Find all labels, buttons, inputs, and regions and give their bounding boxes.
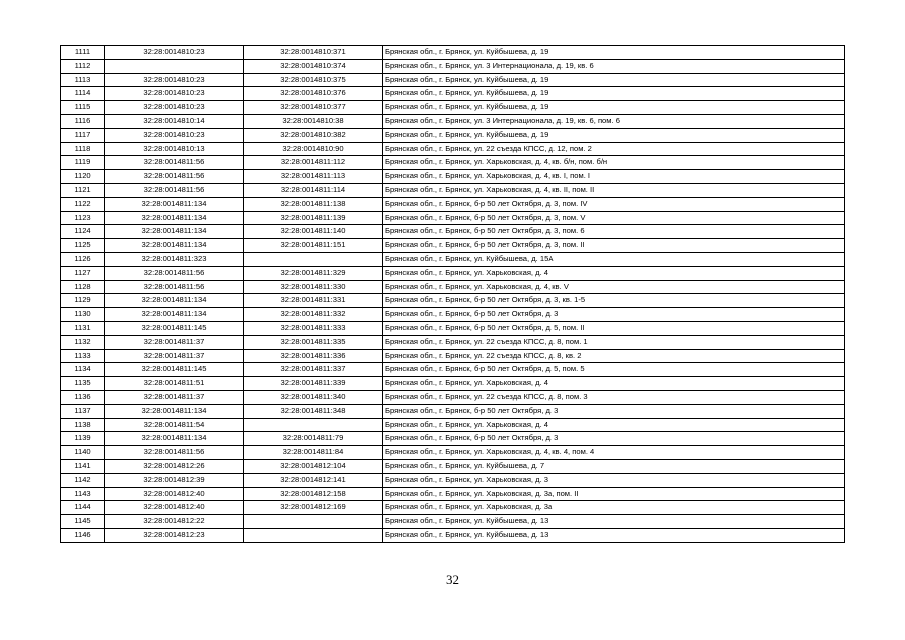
cadastral-number-cell: 32:28:0014812:169 <box>244 501 383 515</box>
row-number-cell: 1133 <box>61 349 105 363</box>
cadastral-number-cell: 32:28:0014811:113 <box>244 170 383 184</box>
cadastral-number-cell: 32:28:0014812:158 <box>244 487 383 501</box>
row-number-cell: 1141 <box>61 459 105 473</box>
parent-cadastral-number-cell: 32:28:0014811:37 <box>105 335 244 349</box>
table-row <box>61 515 845 529</box>
table-row <box>61 128 845 142</box>
table-row <box>61 225 845 239</box>
table-row <box>61 59 845 73</box>
cadastral-number-cell: 32:28:0014810:374 <box>244 59 383 73</box>
table-row <box>61 197 845 211</box>
row-number-cell: 1126 <box>61 252 105 266</box>
row-number-cell: 1143 <box>61 487 105 501</box>
table-row <box>61 321 845 335</box>
address-cell: Брянская обл., г. Брянск, ул. Харьковская, д. 4, кв. б/н, пом. б/н <box>383 156 845 170</box>
cadastral-number-cell: 32:28:0014811:330 <box>244 280 383 294</box>
address-cell: Брянская обл., г. Брянск, ул. Харьковская, д. 4, кв. I, пом. I <box>383 170 845 184</box>
cadastral-number-cell <box>244 515 383 529</box>
address-cell: Брянская обл., г. Брянск, ул. Куйбышева, д. 19 <box>383 128 845 142</box>
address-cell: Брянская обл., г. Брянск, ул. 22 съезда КПСС, д. 12, пом. 2 <box>383 142 845 156</box>
cadastral-number-cell: 32:28:0014810:376 <box>244 87 383 101</box>
table-row <box>61 363 845 377</box>
address-cell: Брянская обл., г. Брянск, ул. Куйбышева, д. 19 <box>383 73 845 87</box>
address-cell: Брянская обл., г. Брянск, ул. Харьковская, д. 3а <box>383 501 845 515</box>
row-number-cell: 1123 <box>61 211 105 225</box>
cadastral-number-cell: 32:28:0014811:114 <box>244 183 383 197</box>
parent-cadastral-number-cell: 32:28:0014810:13 <box>105 142 244 156</box>
address-cell: Брянская обл., г. Брянск, б-р 50 лет Октября, д. 3, пом. II <box>383 239 845 253</box>
parent-cadastral-number-cell: 32:28:0014811:134 <box>105 225 244 239</box>
parent-cadastral-number-cell: 32:28:0014811:145 <box>105 321 244 335</box>
cadastral-number-cell: 32:28:0014810:90 <box>244 142 383 156</box>
table-row <box>61 308 845 322</box>
table-row <box>61 487 845 501</box>
row-number-cell: 1116 <box>61 114 105 128</box>
property-registry-table <box>60 45 845 543</box>
parent-cadastral-number-cell: 32:28:0014811:56 <box>105 156 244 170</box>
table-row <box>61 183 845 197</box>
address-cell: Брянская обл., г. Брянск, ул. Харьковская, д. 4 <box>383 377 845 391</box>
parent-cadastral-number-cell: 32:28:0014811:56 <box>105 266 244 280</box>
table-row <box>61 294 845 308</box>
cadastral-number-cell: 32:28:0014812:104 <box>244 459 383 473</box>
cadastral-number-cell: 32:28:0014811:84 <box>244 446 383 460</box>
cadastral-number-cell: 32:28:0014811:337 <box>244 363 383 377</box>
address-cell: Брянская обл., г. Брянск, ул. 3 Интернационала, д. 19, кв. 6 <box>383 59 845 73</box>
parent-cadastral-number-cell: 32:28:0014811:54 <box>105 418 244 432</box>
cadastral-number-cell: 32:28:0014810:38 <box>244 114 383 128</box>
parent-cadastral-number-cell: 32:28:0014811:134 <box>105 239 244 253</box>
address-cell: Брянская обл., г. Брянск, ул. Куйбышева, д. 19 <box>383 46 845 60</box>
cadastral-number-cell: 32:28:0014811:79 <box>244 432 383 446</box>
table-row <box>61 390 845 404</box>
parent-cadastral-number-cell: 32:28:0014811:323 <box>105 252 244 266</box>
parent-cadastral-number-cell: 32:28:0014811:134 <box>105 404 244 418</box>
cadastral-number-cell: 32:28:0014811:140 <box>244 225 383 239</box>
row-number-cell: 1122 <box>61 197 105 211</box>
address-cell: Брянская обл., г. Брянск, ул. Харьковская, д. 3 <box>383 473 845 487</box>
cadastral-number-cell <box>244 418 383 432</box>
parent-cadastral-number-cell: 32:28:0014811:134 <box>105 197 244 211</box>
cadastral-number-cell: 32:28:0014811:336 <box>244 349 383 363</box>
address-cell: Брянская обл., г. Брянск, ул. Куйбышева, д. 19 <box>383 101 845 115</box>
row-number-cell: 1142 <box>61 473 105 487</box>
address-cell: Брянская обл., г. Брянск, б-р 50 лет Октября, д. 5, пом. 5 <box>383 363 845 377</box>
parent-cadastral-number-cell: 32:28:0014811:56 <box>105 280 244 294</box>
cadastral-number-cell <box>244 528 383 542</box>
parent-cadastral-number-cell <box>105 59 244 73</box>
row-number-cell: 1128 <box>61 280 105 294</box>
cadastral-number-cell: 32:28:0014811:333 <box>244 321 383 335</box>
cadastral-number-cell: 32:28:0014811:139 <box>244 211 383 225</box>
cadastral-number-cell: 32:28:0014811:112 <box>244 156 383 170</box>
row-number-cell: 1138 <box>61 418 105 432</box>
row-number-cell: 1129 <box>61 294 105 308</box>
parent-cadastral-number-cell: 32:28:0014811:56 <box>105 183 244 197</box>
row-number-cell: 1132 <box>61 335 105 349</box>
address-cell: Брянская обл., г. Брянск, ул. Харьковская, д. 4, кв. V <box>383 280 845 294</box>
parent-cadastral-number-cell: 32:28:0014811:51 <box>105 377 244 391</box>
address-cell: Брянская обл., г. Брянск, ул. Куйбышева, д. 13 <box>383 515 845 529</box>
parent-cadastral-number-cell: 32:28:0014812:22 <box>105 515 244 529</box>
parent-cadastral-number-cell: 32:28:0014812:23 <box>105 528 244 542</box>
table-row <box>61 459 845 473</box>
table-row <box>61 432 845 446</box>
row-number-cell: 1134 <box>61 363 105 377</box>
row-number-cell: 1115 <box>61 101 105 115</box>
row-number-cell: 1121 <box>61 183 105 197</box>
address-cell: Брянская обл., г. Брянск, ул. Харьковская, д. 3а, пом. II <box>383 487 845 501</box>
cadastral-number-cell: 32:28:0014811:151 <box>244 239 383 253</box>
row-number-cell: 1131 <box>61 321 105 335</box>
parent-cadastral-number-cell: 32:28:0014811:134 <box>105 294 244 308</box>
table-row <box>61 473 845 487</box>
table-row <box>61 87 845 101</box>
parent-cadastral-number-cell: 32:28:0014810:14 <box>105 114 244 128</box>
row-number-cell: 1136 <box>61 390 105 404</box>
row-number-cell: 1144 <box>61 501 105 515</box>
table-row <box>61 377 845 391</box>
table-row <box>61 528 845 542</box>
address-cell: Брянская обл., г. Брянск, ул. 22 съезда КПСС, д. 8, кв. 2 <box>383 349 845 363</box>
cadastral-number-cell <box>244 252 383 266</box>
row-number-cell: 1140 <box>61 446 105 460</box>
address-cell: Брянская обл., г. Брянск, б-р 50 лет Октября, д. 3, пом. IV <box>383 197 845 211</box>
row-number-cell: 1135 <box>61 377 105 391</box>
address-cell: Брянская обл., г. Брянск, ул. Харьковская, д. 4, кв. II, пом. II <box>383 183 845 197</box>
parent-cadastral-number-cell: 32:28:0014810:23 <box>105 128 244 142</box>
parent-cadastral-number-cell: 32:28:0014811:134 <box>105 308 244 322</box>
table-row <box>61 418 845 432</box>
table-row <box>61 446 845 460</box>
table-row <box>61 101 845 115</box>
address-cell: Брянская обл., г. Брянск, б-р 50 лет Октября, д. 3 <box>383 432 845 446</box>
row-number-cell: 1113 <box>61 73 105 87</box>
address-cell: Брянская обл., г. Брянск, б-р 50 лет Октября, д. 5, пом. II <box>383 321 845 335</box>
address-cell: Брянская обл., г. Брянск, ул. Куйбышева, д. 15А <box>383 252 845 266</box>
cadastral-number-cell: 32:28:0014810:377 <box>244 101 383 115</box>
parent-cadastral-number-cell: 32:28:0014811:37 <box>105 390 244 404</box>
table-row <box>61 239 845 253</box>
table-row <box>61 501 845 515</box>
parent-cadastral-number-cell: 32:28:0014812:40 <box>105 487 244 501</box>
cadastral-number-cell: 32:28:0014812:141 <box>244 473 383 487</box>
cadastral-number-cell: 32:28:0014811:340 <box>244 390 383 404</box>
address-cell: Брянская обл., г. Брянск, ул. 22 съезда КПСС, д. 8, пом. 3 <box>383 390 845 404</box>
table-row <box>61 335 845 349</box>
cadastral-number-cell: 32:28:0014811:348 <box>244 404 383 418</box>
table-row <box>61 349 845 363</box>
parent-cadastral-number-cell: 32:28:0014810:23 <box>105 73 244 87</box>
table-row <box>61 170 845 184</box>
parent-cadastral-number-cell: 32:28:0014810:23 <box>105 46 244 60</box>
address-cell: Брянская обл., г. Брянск, ул. 22 съезда КПСС, д. 8, пом. 1 <box>383 335 845 349</box>
row-number-cell: 1146 <box>61 528 105 542</box>
cadastral-number-cell: 32:28:0014811:332 <box>244 308 383 322</box>
cadastral-number-cell: 32:28:0014811:329 <box>244 266 383 280</box>
row-number-cell: 1127 <box>61 266 105 280</box>
row-number-cell: 1114 <box>61 87 105 101</box>
parent-cadastral-number-cell: 32:28:0014810:23 <box>105 101 244 115</box>
parent-cadastral-number-cell: 32:28:0014811:134 <box>105 432 244 446</box>
page-number: 32 <box>446 572 459 587</box>
row-number-cell: 1111 <box>61 46 105 60</box>
table-row <box>61 114 845 128</box>
parent-cadastral-number-cell: 32:28:0014811:56 <box>105 446 244 460</box>
table-row <box>61 142 845 156</box>
row-number-cell: 1137 <box>61 404 105 418</box>
table-row <box>61 73 845 87</box>
parent-cadastral-number-cell: 32:28:0014811:56 <box>105 170 244 184</box>
cadastral-number-cell: 32:28:0014811:138 <box>244 197 383 211</box>
row-number-cell: 1145 <box>61 515 105 529</box>
address-cell: Брянская обл., г. Брянск, б-р 50 лет Октября, д. 3, пом. V <box>383 211 845 225</box>
cadastral-number-cell: 32:28:0014810:382 <box>244 128 383 142</box>
cadastral-number-cell: 32:28:0014811:335 <box>244 335 383 349</box>
cadastral-number-cell: 32:28:0014810:375 <box>244 73 383 87</box>
cadastral-number-cell: 32:28:0014810:371 <box>244 46 383 60</box>
parent-cadastral-number-cell: 32:28:0014811:134 <box>105 211 244 225</box>
address-cell: Брянская обл., г. Брянск, б-р 50 лет Октября, д. 3, кв. 1-5 <box>383 294 845 308</box>
table-row <box>61 280 845 294</box>
table-row <box>61 46 845 60</box>
cadastral-number-cell: 32:28:0014811:339 <box>244 377 383 391</box>
address-cell: Брянская обл., г. Брянск, ул. Куйбышева, д. 7 <box>383 459 845 473</box>
parent-cadastral-number-cell: 32:28:0014812:26 <box>105 459 244 473</box>
row-number-cell: 1130 <box>61 308 105 322</box>
address-cell: Брянская обл., г. Брянск, ул. Харьковская, д. 4 <box>383 266 845 280</box>
address-cell: Брянская обл., г. Брянск, б-р 50 лет Октября, д. 3 <box>383 308 845 322</box>
address-cell: Брянская обл., г. Брянск, б-р 50 лет Октября, д. 3, пом. 6 <box>383 225 845 239</box>
address-cell: Брянская обл., г. Брянск, ул. 3 Интернационала, д. 19, кв. 6, пом. 6 <box>383 114 845 128</box>
parent-cadastral-number-cell: 32:28:0014811:37 <box>105 349 244 363</box>
row-number-cell: 1125 <box>61 239 105 253</box>
parent-cadastral-number-cell: 32:28:0014810:23 <box>105 87 244 101</box>
row-number-cell: 1112 <box>61 59 105 73</box>
parent-cadastral-number-cell: 32:28:0014811:145 <box>105 363 244 377</box>
table-row <box>61 404 845 418</box>
address-cell: Брянская обл., г. Брянск, ул. Харьковская, д. 4 <box>383 418 845 432</box>
row-number-cell: 1117 <box>61 128 105 142</box>
address-cell: Брянская обл., г. Брянск, ул. Куйбышева, д. 19 <box>383 87 845 101</box>
table-row <box>61 266 845 280</box>
parent-cadastral-number-cell: 32:28:0014812:40 <box>105 501 244 515</box>
parent-cadastral-number-cell: 32:28:0014812:39 <box>105 473 244 487</box>
row-number-cell: 1120 <box>61 170 105 184</box>
table-row <box>61 156 845 170</box>
table-row <box>61 252 845 266</box>
row-number-cell: 1119 <box>61 156 105 170</box>
address-cell: Брянская обл., г. Брянск, ул. Харьковская, д. 4, кв. 4, пом. 4 <box>383 446 845 460</box>
cadastral-number-cell: 32:28:0014811:331 <box>244 294 383 308</box>
row-number-cell: 1118 <box>61 142 105 156</box>
address-cell: Брянская обл., г. Брянск, б-р 50 лет Октября, д. 3 <box>383 404 845 418</box>
table-row <box>61 211 845 225</box>
address-cell: Брянская обл., г. Брянск, ул. Куйбышева, д. 13 <box>383 528 845 542</box>
row-number-cell: 1139 <box>61 432 105 446</box>
registry-table-body <box>61 46 845 543</box>
row-number-cell: 1124 <box>61 225 105 239</box>
